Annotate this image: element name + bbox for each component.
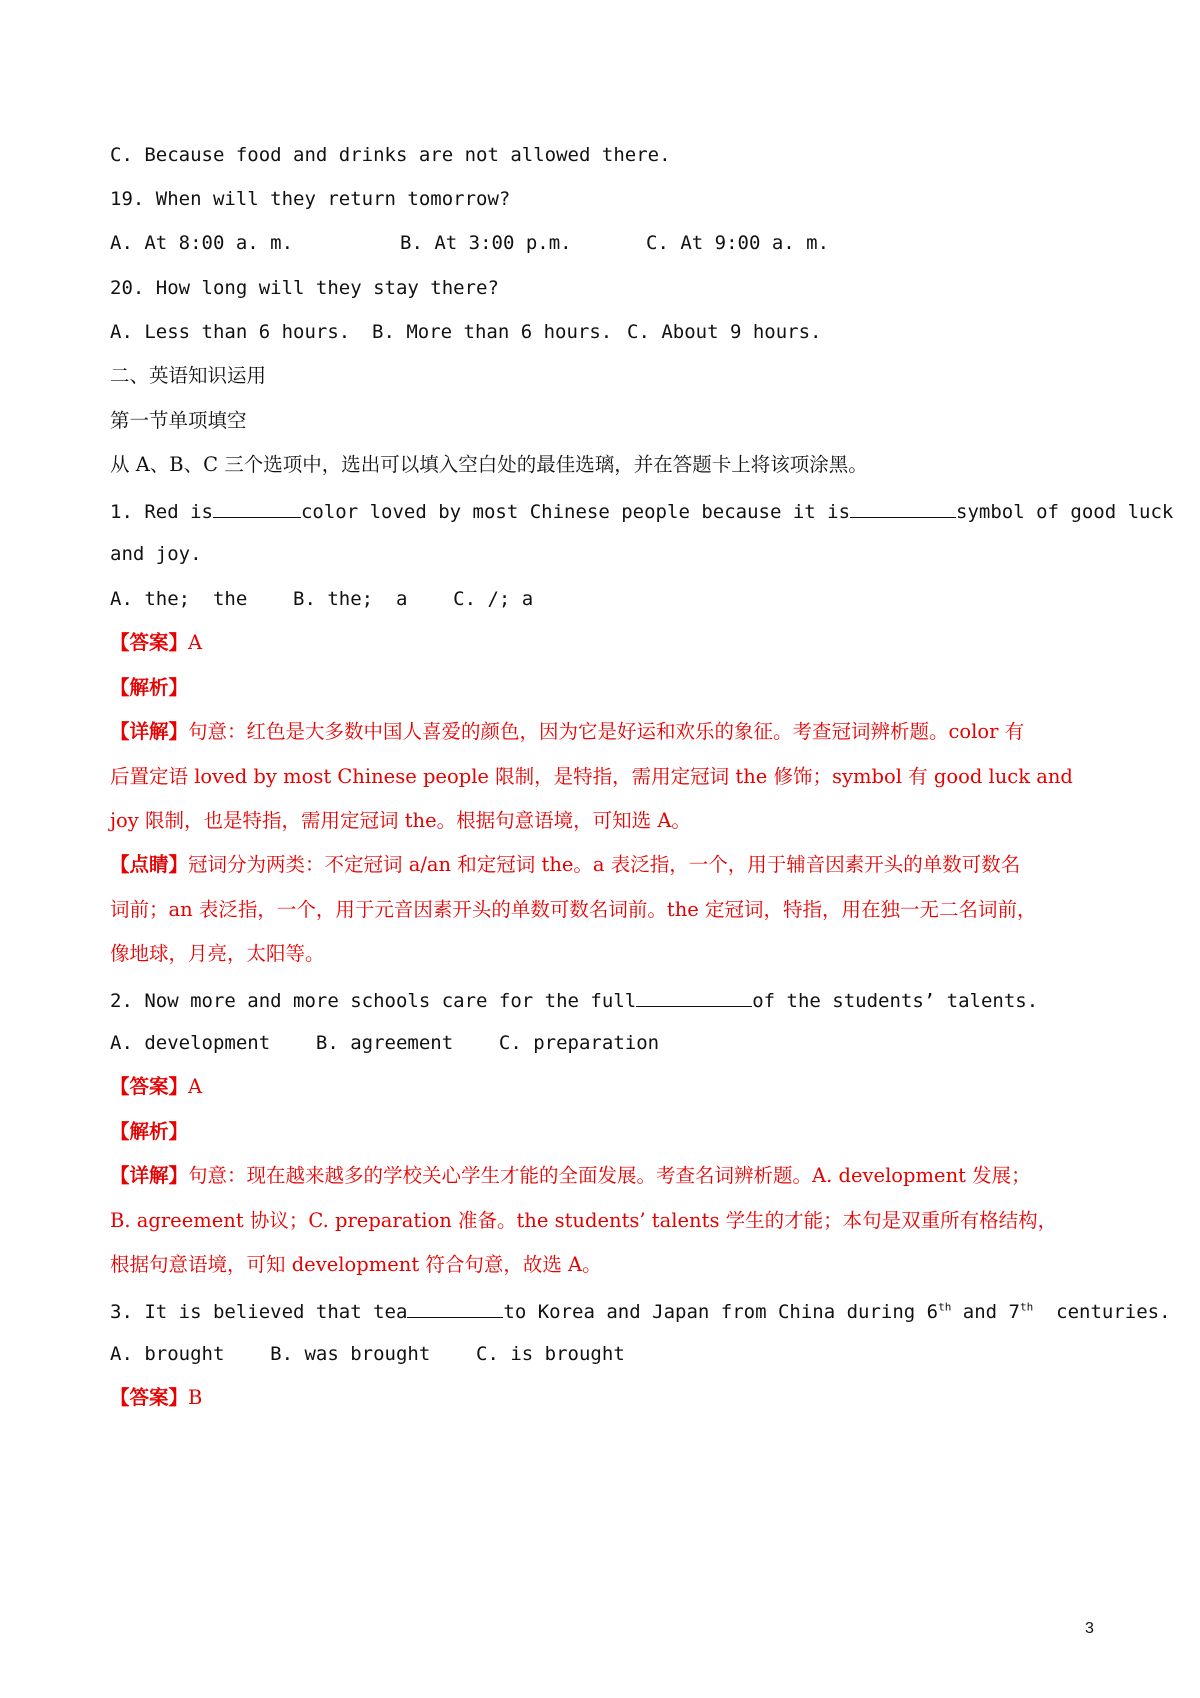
q18-option-c: C. Because food and drinks are not allowed there. xyxy=(110,144,671,166)
q2-analysis xyxy=(110,1119,1100,1145)
q19-option-b: B. At 3:00 p.m. xyxy=(400,232,572,254)
q1-tip-line3: 像地球，月亮，太阳等。 xyxy=(110,942,325,965)
q1-answer-value: A xyxy=(188,631,203,654)
q1-detail-label: 【详解】 xyxy=(110,720,189,743)
q1-stem-part2: color loved by most Chinese people because it is xyxy=(300,501,851,523)
q2-stem-part1: 2. Now more and more schools care for the full xyxy=(110,990,637,1012)
q3-stem xyxy=(110,1297,1171,1325)
q1-detail-line3: joy 限制，也是特指，需用定冠词 the。根据句意语境，可知选 A。 xyxy=(110,809,691,832)
q2-answer-value: A xyxy=(188,1075,203,1098)
q19-option-c: C. At 9:00 a. m. xyxy=(646,232,830,254)
q3-options: A. brought B. was brought C. is brought xyxy=(110,1343,625,1365)
q2-detail-text1: 句意：现在越来越多的学校关心学生才能的全面发展。考查名词辨析题。A. development 发展； xyxy=(188,1164,1031,1187)
q1-answer-label: 【答案】 xyxy=(110,631,189,654)
q3-stem-part2: to Korea and Japan from China during 6 xyxy=(503,1301,939,1323)
q3-stem-part3: and 7 xyxy=(951,1301,1020,1323)
q2-detail-line2: B. agreement 协议；C. preparation 准备。the students’ talents 学生的才能；本句是双重所有格结构， xyxy=(110,1209,1058,1232)
page-number: 3 xyxy=(1085,1620,1094,1637)
q3-sup-1: th xyxy=(938,1300,952,1314)
section-instruction: 从 A、B、C 三个选项中，选出可以填入空白处的最佳选璃，并在答题卡上将该项涂黑。 xyxy=(110,453,868,476)
q1-detail-line2: 后置定语 loved by most Chinese people 限制，是特指，需用定冠词 the 修饰；symbol 有 good luck and xyxy=(110,765,1073,788)
q2-answer-label: 【答案】 xyxy=(110,1075,189,1098)
q2-analysis-label: 【解析】 xyxy=(110,1120,189,1143)
q2-detail-line1 xyxy=(110,1163,1100,1189)
q3-blank xyxy=(407,1297,503,1318)
q19-option-a: A. At 8:00 a. m. xyxy=(110,232,294,254)
q1-tip-text1: 冠词分为两类：不定冠词 a/an 和定冠词 the。a 表泛指，一个，用于辅音因素开头的单数可数名 xyxy=(188,853,1021,876)
q3-sup-2: th xyxy=(1020,1300,1034,1314)
q3-answer xyxy=(110,1385,1100,1411)
q2-options: A. development B. agreement C. preparation xyxy=(110,1032,660,1054)
q1-stem xyxy=(110,497,1174,525)
q1-detail-line1 xyxy=(110,719,1100,745)
q1-stem-part3: symbol of good luck xyxy=(956,501,1174,523)
q1-answer xyxy=(110,630,1100,656)
q1-analysis xyxy=(110,675,1100,701)
q3-answer-label: 【答案】 xyxy=(110,1386,189,1409)
q20-option-a: A. Less than 6 hours. xyxy=(110,321,351,343)
q2-blank xyxy=(636,986,752,1007)
section-title: 二、英语知识运用 xyxy=(110,364,267,387)
q2-detail-line3: 根据句意语境，可知 development 符合句意，故选 A。 xyxy=(110,1253,602,1276)
q1-blank-1 xyxy=(213,497,301,518)
q1-options: A. the; the B. the; a C. /; a xyxy=(110,588,534,610)
q1-stem-part1: 1. Red is xyxy=(110,501,213,523)
section-subtitle: 第一节单项填空 xyxy=(110,409,247,432)
q1-detail-text1: 句意：红色是大多数中国人喜爱的颜色，因为它是好运和欢乐的象征。考查冠词辨析题。color 有 xyxy=(188,720,1025,743)
q19-stem: 19. When will they return tomorrow? xyxy=(110,188,511,210)
q3-stem-part4: centuries. xyxy=(1033,1301,1171,1323)
q2-stem-part2: of the students’ talents. xyxy=(752,990,1039,1012)
q1-tip-label: 【点睛】 xyxy=(110,853,189,876)
q2-answer xyxy=(110,1074,1100,1100)
q20-option-b: B. More than 6 hours. xyxy=(372,321,613,343)
q1-blank-2 xyxy=(850,497,956,518)
q1-analysis-label: 【解析】 xyxy=(110,676,189,699)
q1-tip-line2: 词前；an 表泛指，一个，用于元音因素开头的单数可数名词前。the 定冠词，特指，用在独一无二名词前， xyxy=(110,898,1037,921)
q20-stem: 20. How long will they stay there? xyxy=(110,277,499,299)
q2-stem xyxy=(110,986,1100,1014)
q2-detail-label: 【详解】 xyxy=(110,1164,189,1187)
q3-answer-value: B xyxy=(188,1386,203,1409)
q3-stem-part1: 3. It is believed that tea xyxy=(110,1301,408,1323)
q20-option-c: C. About 9 hours. xyxy=(627,321,822,343)
q1-stem-line2: and joy. xyxy=(110,543,202,565)
q1-tip-line1 xyxy=(110,852,1100,878)
